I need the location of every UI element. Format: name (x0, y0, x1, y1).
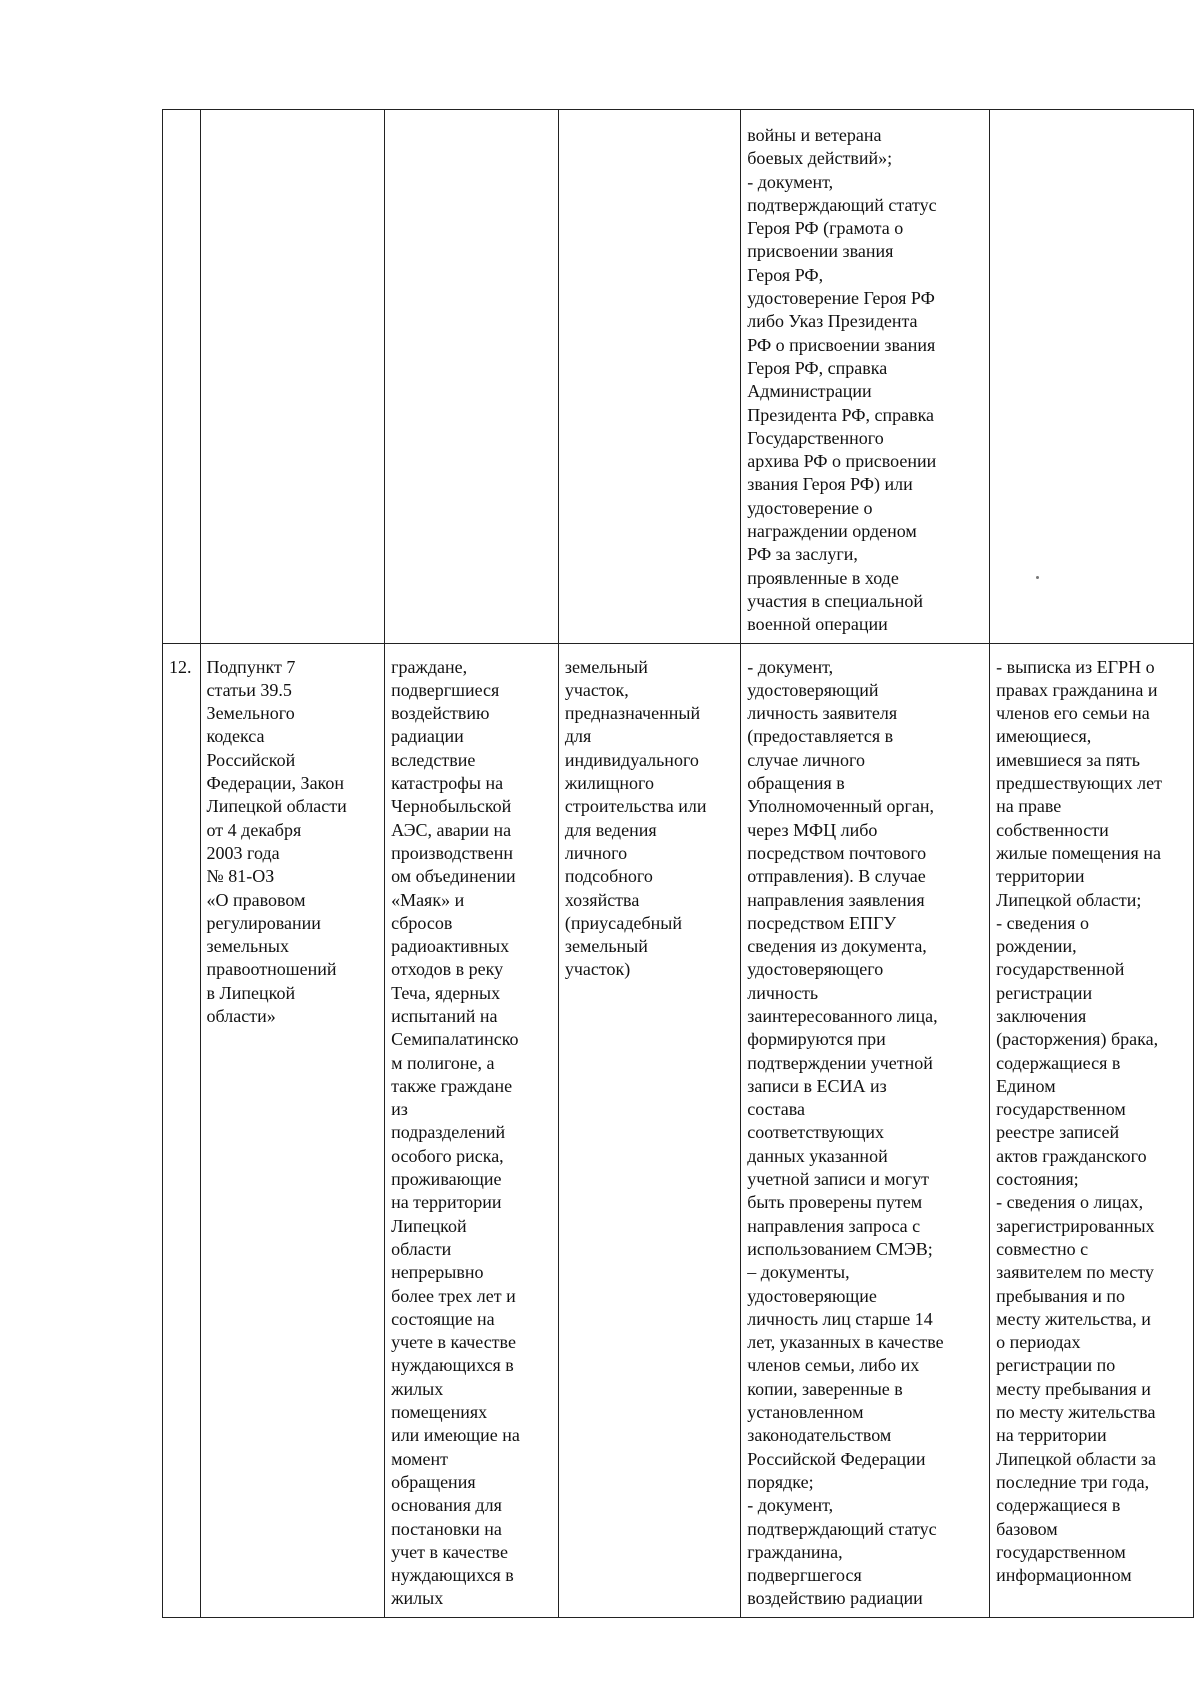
land-plot-cell: земельный участок, предназначенный для индивидуального жилищного строительства или для ведения личного подсобного хозяйства (приусадебный земельный участок) (558, 643, 740, 1617)
scan-speck (1036, 576, 1039, 579)
legal-basis-cell: Подпункт 7 статьи 39.5 Земельного кодекса Российской Федерации, Закон Липецкой области от 4 декабря 2003 года № 81-ОЗ «О правовом регулировании земельных правоотношений в Липецкой области» (200, 643, 385, 1617)
table-row (163, 110, 1194, 644)
row-number-cell (163, 110, 201, 644)
requested-documents-cell: - выписка из ЕГРН о правах гражданина и членов его семьи на имеющиеся, имевшиеся за пять предшествующих лет на праве собственности жилые помещения на территории Липецкой области; - сведения о рождении, государственной регистрации заключения (расторжения) брака, содержащиеся в Едином государственном реестре записей актов гражданского состояния; - сведения о лицах, зарегистрированных совместно с заявителем по месту пребывания и по месту жительства, и о периодах регистрации по месту пребывания и по месту жительства на территории Липецкой области за последние три года, содержащиеся в базовом государственном информационном (990, 643, 1194, 1617)
applicant-category-cell (385, 110, 559, 644)
required-documents-cell: войны и ветерана боевых действий»; - документ, подтверждающий статус Героя РФ (грамота о присвоении звания Героя РФ, удостоверение Героя РФ либо Указ Президента РФ о присвоении звания Героя РФ, справка Администрации Президента РФ, справка Государственного архива РФ о присвоении звания Героя РФ) или удостоверение о награждении орденом РФ за заслуги, проявленные в ходе участия в специальной военной операции (741, 110, 990, 644)
table-row (163, 643, 1194, 1617)
land-plot-cell (558, 110, 740, 644)
legal-basis-cell (200, 110, 385, 644)
required-documents-cell: - документ, удостоверяющий личность заявителя (предоставляется в случае личного обращения в Уполномоченный орган, через МФЦ либо посредством почтового отправления). В случае направления заявления посредством ЕПГУ сведения из документа, удостоверяющего личность заинтересованного лица, формируются при подтверждении учетной записи в ЕСИА из состава соответствующих данных указанной учетной записи и могут быть проверены путем направления запроса с использованием СМЭВ; – документы, удостоверяющие личность лиц старше 14 лет, указанных в качестве членов семьи, либо их копии, заверенные в установленном законодательством Российской Федерации порядке; - документ, подтверждающий статус гражданина, подвергшегося воздействию радиации (741, 643, 990, 1617)
row-number-cell: 12. (163, 643, 201, 1617)
applicant-category-cell: граждане, подвергшиеся воздействию радиации вследствие катастрофы на Чернобыльской АЭС, аварии на производственн ом объединении «Маяк» и сбросов радиоактивных отходов в реку Теча, ядерных испытаний на Семипалатинско м полигоне, а также граждане из подразделений особого риска, проживающие на территории Липецкой области непрерывно более трех лет и состоящие на учете в качестве нуждающихся в жилых помещениях или имеющие на момент обращения основания для постановки на учет в качестве нуждающихся в жилых (385, 643, 559, 1617)
requested-documents-cell (990, 110, 1194, 644)
land-allocation-table (162, 109, 1194, 1618)
